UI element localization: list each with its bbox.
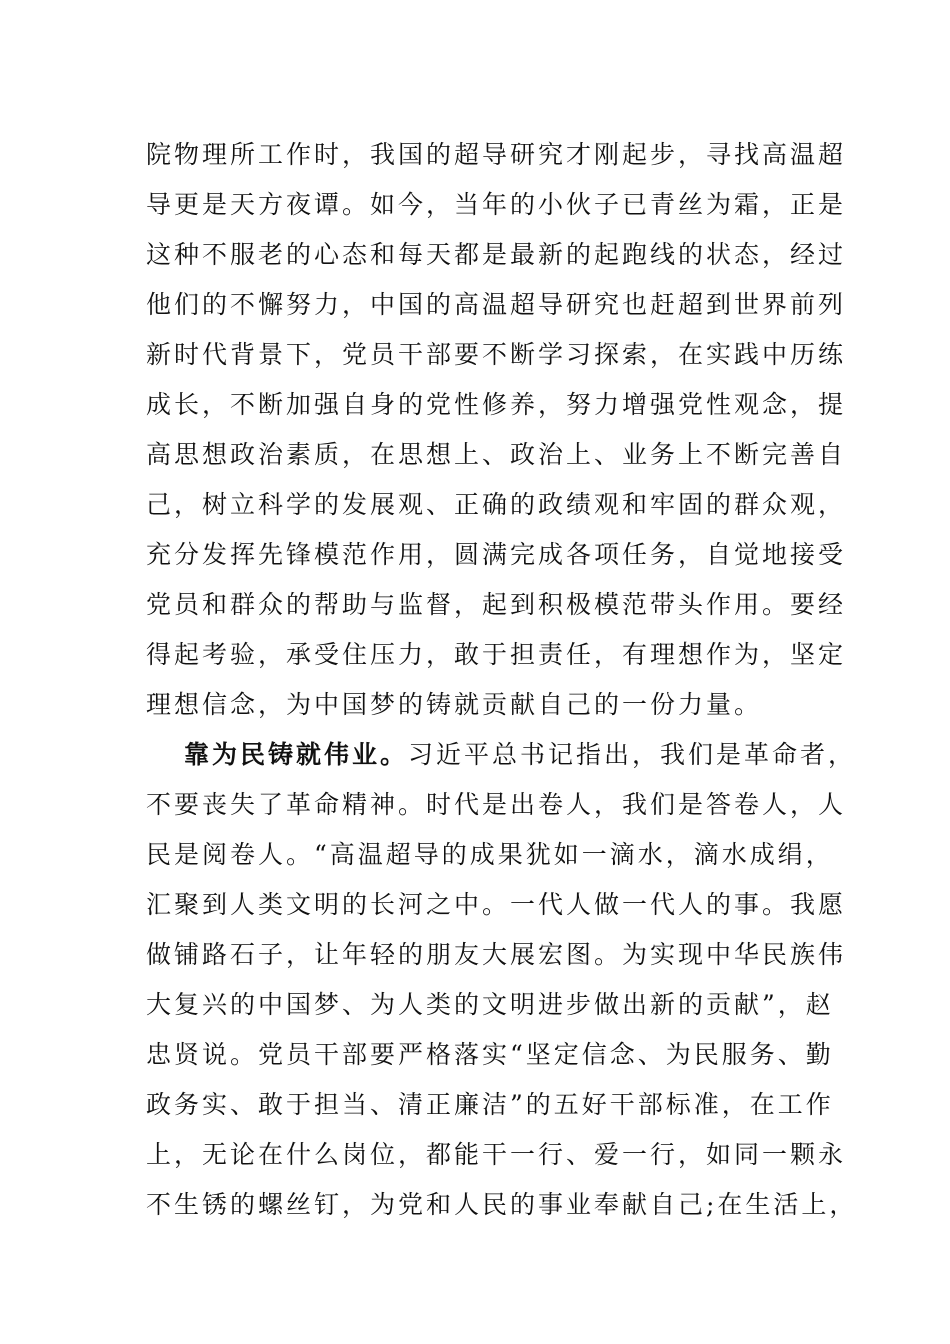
text-line: 上，无论在什么岗位，都能干一行、爱一行，如同一颗永 [146,1140,847,1169]
text-line: 新时代背景下，党员干部要不断学习探索，在实践中历练 [146,340,847,369]
text-line: 不生锈的螺丝钉，为党和人民的事业奉献自己;在生活上， [146,1190,858,1219]
paragraph-first-line [146,730,857,780]
text-line: 导更是天方夜谭。如今，当年的小伙子已青丝为霜，正是 [146,190,847,219]
paragraph-1 [146,130,847,730]
text-line: 政务实、敢于担当、清正廉洁”的五好干部标准，在工作 [146,1090,834,1119]
text-line: 得起考验，承受住压力，敢于担责任，有理想作为，坚定 [146,640,847,669]
text-line: 汇聚到人类文明的长河之中。一代人做一代人的事。我愿 [146,890,847,919]
text-line: 高思想政治素质，在思想上、政治上、业务上不断完善自 [146,440,847,469]
document-body [146,130,858,1230]
text-line: 己，树立科学的发展观、正确的政绩观和牢固的群众观， [146,490,847,519]
text-line: 民是阅卷人。“高温超导的成果犹如一滴水，滴水成绢， [146,840,834,869]
text-line: 大复兴的中国梦、为人类的文明进步做出新的贡献”，赵 [146,990,834,1019]
text-line: 院物理所工作时，我国的超导研究才刚起步，寻找高温超 [146,140,847,169]
text-line: 理想信念，为中国梦的铸就贡献自己的一份力量。 [146,690,763,719]
paragraph-2 [146,730,858,1230]
text-line: 党员和群众的帮助与监督，起到积极模范带头作用。要经 [146,590,847,619]
paragraph-first-line-text: 习近平总书记指出，我们是革命者， [408,740,857,769]
text-line: 这种不服老的心态和每天都是最新的起跑线的状态，经过 [146,240,847,269]
paragraph-heading: 靠为民铸就伟业。 [184,740,409,769]
text-line: 做铺路石子，让年轻的朋友大展宏图。为实现中华民族伟 [146,940,847,969]
text-line: 成长，不断加强自身的党性修养，努力增强党性观念，提 [146,390,847,419]
text-line: 忠贤说。党员干部要严格落实“坚定信念、为民服务、勤 [146,1040,834,1069]
text-line: 不要丧失了革命精神。时代是出卷人，我们是答卷人，人 [146,790,847,819]
text-line: 充分发挥先锋模范作用，圆满完成各项任务，自觉地接受 [146,540,847,569]
text-line: 他们的不懈努力，中国的高温超导研究也赶超到世界前列 [146,290,847,319]
